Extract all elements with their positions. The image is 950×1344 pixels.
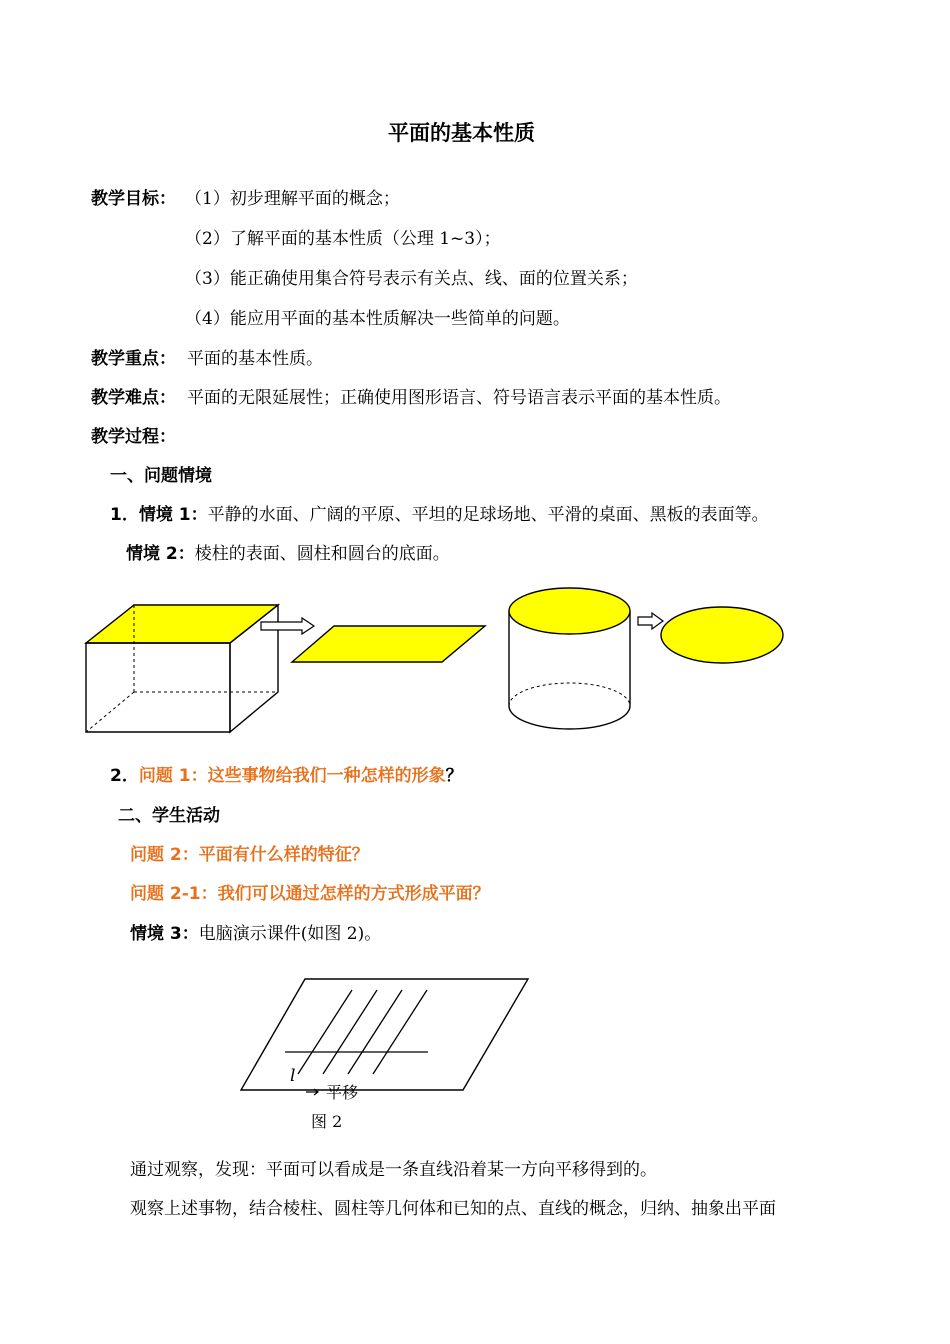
objectives-label: 教学目标：: [91, 189, 176, 209]
scenario3-text: 电脑演示课件(如图 2)。: [198, 924, 382, 944]
translation-label: 平移: [326, 1083, 359, 1102]
cylinder-figure: [509, 588, 630, 729]
box-front-face: [86, 643, 230, 732]
question1-number: 2．: [110, 766, 139, 786]
difficulty-label: 教学难点：: [91, 388, 176, 408]
section1-heading: 一、问题情境: [110, 466, 212, 486]
question1-mark: ？: [445, 766, 463, 786]
scenario3-line: [130, 922, 381, 946]
observation-text: 观察上述事物，结合棱柱、圆柱等几何体和已知的点、直线的概念，归纳、抽象出平面: [130, 1199, 776, 1219]
arrow-right-icon-2: [638, 613, 663, 629]
section2-heading: 二、学生活动: [118, 806, 220, 826]
plane-parallelogram: [241, 979, 528, 1090]
translated-lines: [298, 990, 427, 1074]
scenario1-text: 平静的水面、广阔的平原、平坦的足球场地、平滑的桌面、黑板的表面等。: [207, 505, 769, 525]
figure2-caption: 图 2: [311, 1112, 343, 1131]
figure2-diagram: [0, 970, 950, 1130]
page-title: 平面的基本性质: [388, 121, 535, 145]
scenario1-label: 情境 1：: [138, 505, 208, 525]
parallelogram-plane: [292, 626, 485, 662]
objective-item-3: （3）能正确使用集合符号表示有关点、线、面的位置关系；: [185, 269, 638, 289]
scenario2-text: 棱柱的表面、圆柱和圆台的底面。: [194, 544, 450, 564]
conclusion-text: 通过观察，发现：平面可以看成是一条直线沿着某一方向平移得到的。: [130, 1160, 657, 1180]
process-label: 教学过程：: [91, 427, 176, 447]
objective-item-1: （1）初步理解平面的概念；: [185, 189, 400, 209]
box-top-face: [86, 605, 278, 643]
question1-line: [110, 764, 463, 788]
scenario2-line: [126, 542, 450, 566]
key-point-text: 平面的基本性质。: [187, 349, 323, 369]
ellipse-plane: [661, 607, 783, 663]
scenario1-number: 1．: [110, 505, 139, 525]
box-figure: [86, 605, 278, 732]
scenario2-label: 情境 2：: [126, 544, 195, 564]
line-label-l: l: [290, 1066, 296, 1086]
scenario3-label: 情境 3：: [130, 924, 199, 944]
scenario1-line: [110, 503, 769, 527]
difficulty-text: 平面的无限延展性；正确使用图形语言、符号语言表示平面的基本性质。: [187, 388, 731, 408]
objective-item-2: （2）了解平面的基本性质（公理 1~3）；: [185, 229, 501, 249]
cylinder-top-face: [509, 588, 630, 634]
question1-text: 问题 1：这些事物给我们一种怎样的形象: [138, 766, 446, 786]
arrow-right-icon: [261, 618, 314, 634]
box-hidden-edge-depth: [86, 692, 134, 732]
question2-text: 问题 2：平面有什么样的特征？: [130, 845, 369, 865]
key-point-label: 教学重点：: [91, 349, 176, 369]
question2-1-text: 问题 2-1：我们可以通过怎样的方式形成平面？: [130, 884, 490, 904]
objective-item-4: （4）能应用平面的基本性质解决一些简单的问题。: [185, 309, 570, 329]
figure-shapes: [0, 585, 950, 785]
